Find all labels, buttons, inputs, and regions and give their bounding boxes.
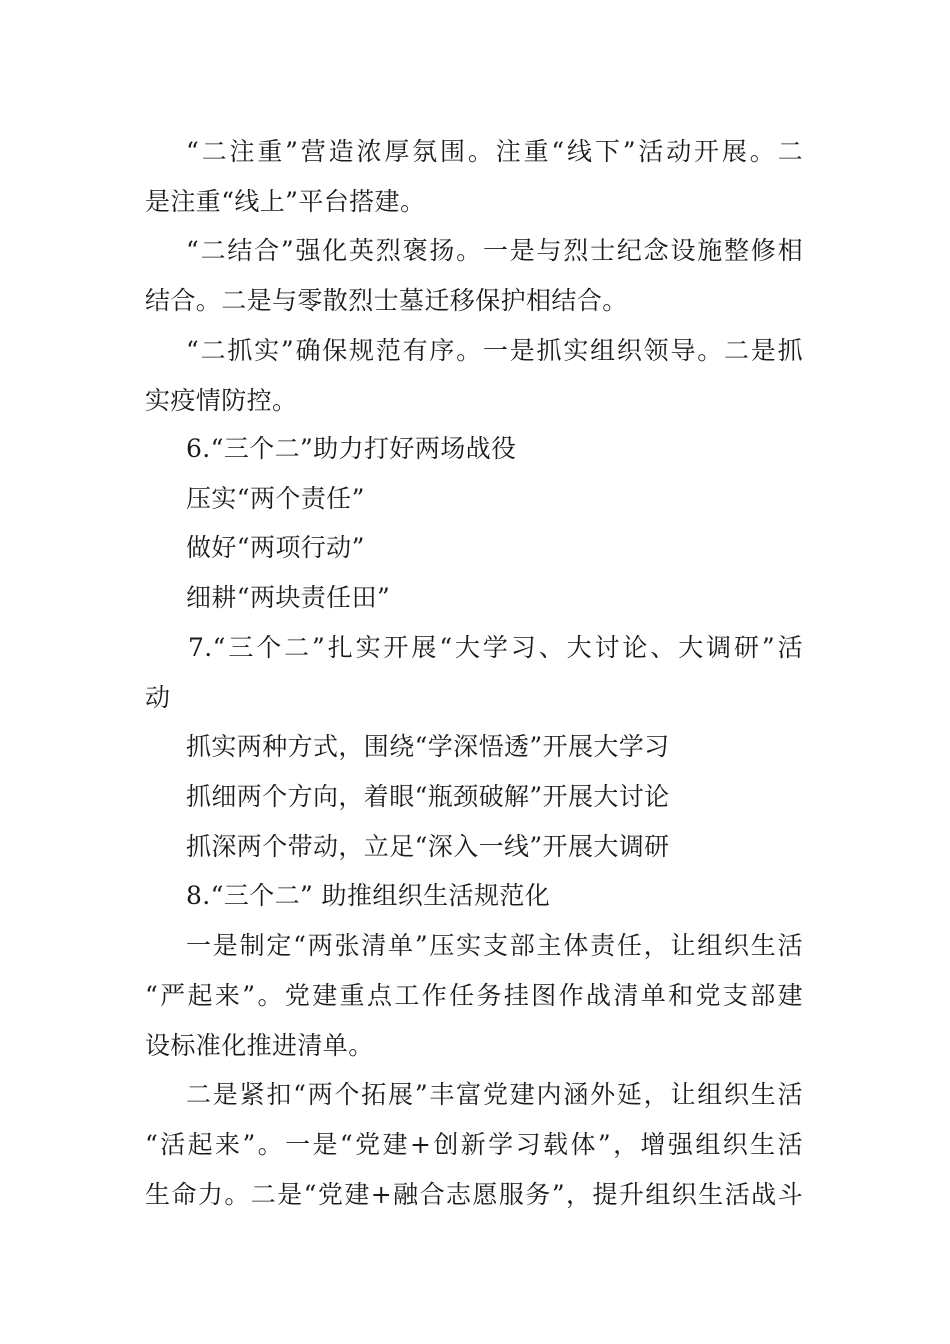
section-heading-6: 6.“三个二”助力打好两场战役 [186, 434, 517, 463]
list-item: 压实“两个责任” [186, 484, 365, 513]
paragraph-line-4: 结合。二是与零散烈士墓迁移保护相结合。 [145, 286, 628, 315]
paragraph-line-3: “二结合”强化英烈褒扬。一是与烈士纪念设施整修相 [186, 236, 803, 265]
paragraph-line-5: “二抓实”确保规范有序。一是抓实组织领导。二是抓 [186, 336, 803, 365]
list-item: 抓实两种方式，围绕“学深悟透”开展大学习 [186, 732, 670, 761]
section-heading-7: 7.“三个二”扎实开展“大学习、大讨论、大调研”活 [188, 633, 803, 662]
paragraph-line-2: 是注重“线上”平台搭建。 [145, 187, 426, 216]
section-heading-7-cont: 动 [145, 683, 171, 712]
list-item: 做好“两项行动” [186, 533, 365, 562]
list-item: 细耕“两块责任田” [186, 583, 391, 612]
paragraph-line-18: “严起来”。党建重点工作任务挂图作战清单和党支部建 [145, 981, 803, 1010]
paragraph-line-20: 二是紧扣“两个拓展”丰富党建内涵外延，让组织生活 [186, 1080, 803, 1109]
list-item: 抓深两个带动，立足“深入一线”开展大调研 [186, 832, 670, 861]
section-heading-8: 8.“三个二” 助推组织生活规范化 [186, 881, 551, 910]
paragraph-line-22: 生命力。二是“党建+融合志愿服务”，提升组织生活战斗 [145, 1180, 803, 1209]
paragraph-line-6: 实疫情防控。 [145, 386, 298, 415]
list-item: 抓细两个方向，着眼“瓶颈破解”开展大讨论 [186, 782, 670, 811]
paragraph-line-21: “活起来”。一是“党建+创新学习载体”，增强组织生活 [145, 1130, 803, 1159]
paragraph-line-17: 一是制定“两张清单”压实支部主体责任，让组织生活 [186, 931, 803, 960]
paragraph-line-1: “二注重”营造浓厚氛围。注重“线下”活动开展。二 [186, 137, 803, 166]
paragraph-line-19: 设标准化推进清单。 [145, 1031, 374, 1060]
